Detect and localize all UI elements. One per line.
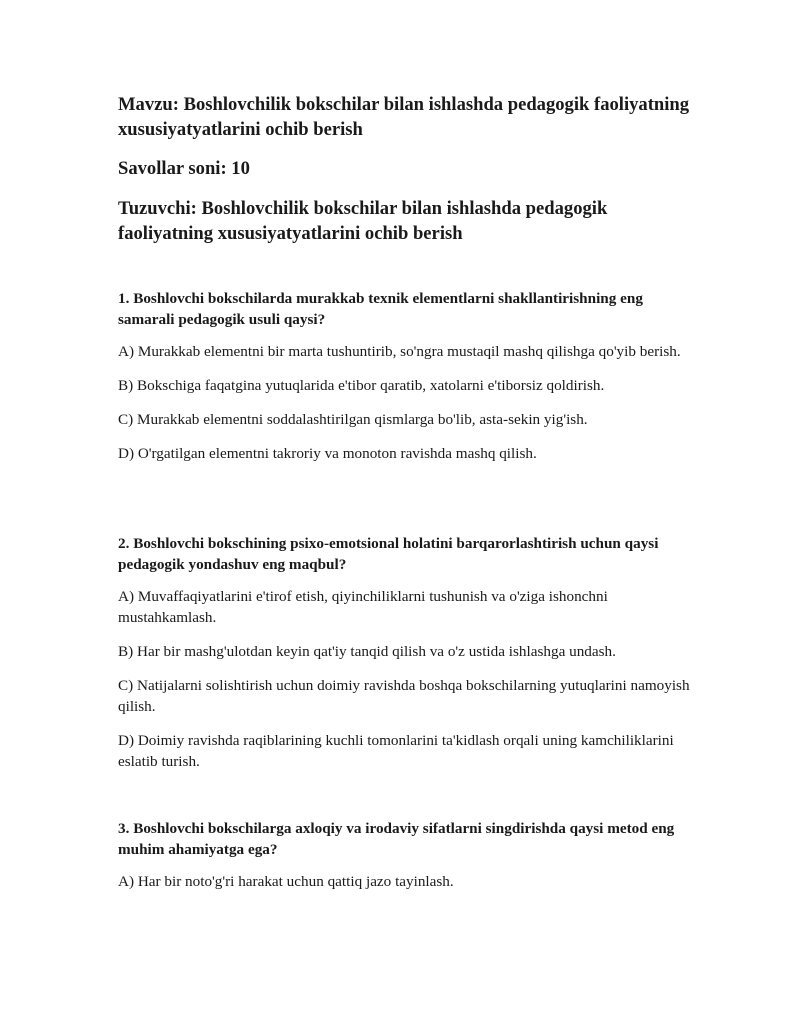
- answer-option-a: A) Murakkab elementni bir marta tushuntirib, so'ngra mustaqil mashq qilishga qo'yib berish.: [118, 343, 681, 360]
- answer-option-d: D) Doimiy ravishda raqiblarining kuchli tomonlarini ta'kidlash orqali uning kamchiliklarini eslatib turish.: [118, 732, 674, 770]
- document-page: [118, 92, 698, 890]
- answer-option-c: C) Murakkab elementni soddalashtirilgan qismlarga bo'lib, asta-sekin yig'ish.: [118, 411, 588, 428]
- question-text: 3. Boshlovchi bokschilarga axloqiy va irodaviy sifatlarni singdirishda qaysi metod eng muhim ahamiyatga ega?: [118, 820, 675, 858]
- answer-option-a: A) Har bir noto'g'ri harakat uchun qattiq jazo tayinlash.: [118, 873, 454, 890]
- question-text: 1. Boshlovchi bokschilarda murakkab texnik elementlarni shakllantirishning eng samarali pedagogik usuli qaysi?: [118, 290, 643, 328]
- answer-option-a: A) Muvaffaqiyatlarini e'tirof etish, qiyinchiliklarni tushunish va o'ziga ishonchni mustahkamlash.: [118, 588, 608, 626]
- answer-option-c: C) Natijalarni solishtirish uchun doimiy ravishda boshqa bokschilarning yutuqlarini namoyish qilish.: [118, 677, 690, 715]
- answer-option-d: D) O'rgatilgan elementni takroriy va monoton ravishda mashq qilish.: [118, 445, 537, 462]
- question-block-1: [118, 288, 698, 477]
- question-block-2: [118, 533, 698, 785]
- author-heading: Tuzuvchi: Boshlovchilik bokschilar bilan ishlashda pedagogik faoliyatning xususiyatyatlarini ochib berish: [118, 198, 608, 244]
- topic-heading: Mavzu: Boshlovchilik bokschilar bilan ishlashda pedagogik faoliyatning xususiyatyatlarini ochib berish: [118, 94, 690, 140]
- question-count-heading: Savollar soni: 10: [118, 158, 250, 179]
- answer-option-b: B) Bokschiga faqatgina yutuqlarida e'tibor qaratib, xatolarni e'tiborsiz qoldirish.: [118, 377, 605, 394]
- question-block-3: [118, 818, 698, 905]
- answer-option-b: B) Har bir mashg'ulotdan keyin qat'iy tanqid qilish va o'z ustida ishlashga undash.: [118, 643, 616, 660]
- question-text: 2. Boshlovchi bokschining psixo-emotsional holatini barqarorlashtirish uchun qaysi pedagogik yondashuv eng maqbul?: [118, 535, 659, 573]
